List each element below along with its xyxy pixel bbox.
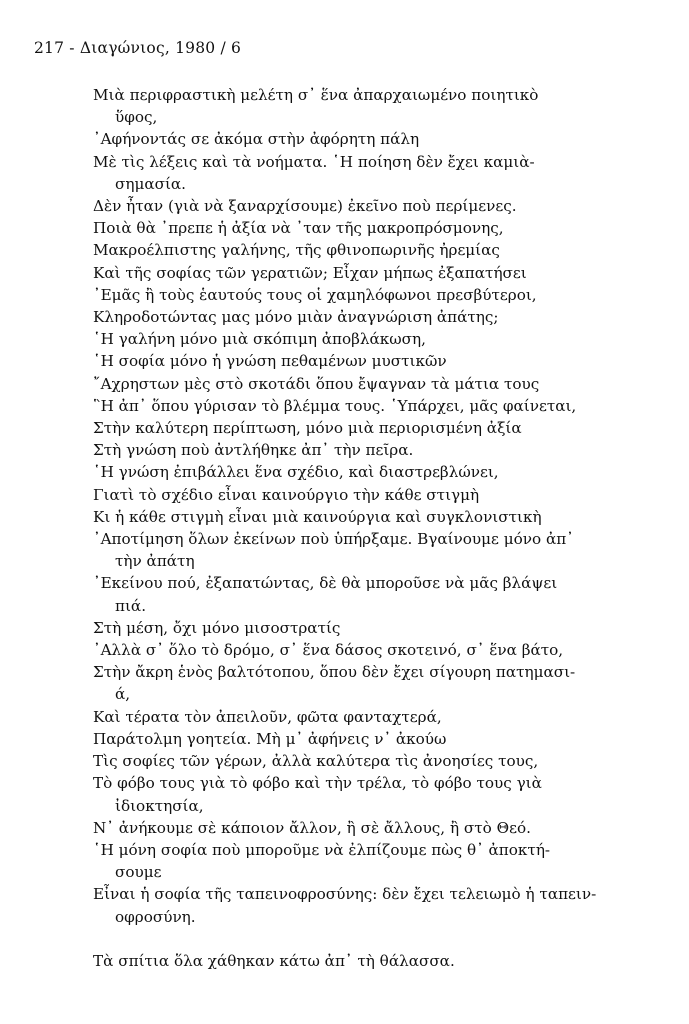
poem-line: ῎Αχρηστων μὲς στὸ σκοτάδι ὅπου ἔψαγναν τὰ μάτια τους [93,374,540,393]
poem-line: Στὴ γνώση ποὺ ἀντλήθηκε ἀπ᾽ τὴν πεῖρα. [93,441,414,460]
poem-line: Στὴ μέση, ὄχι μόνο μισοστρατίς [93,618,341,637]
poem-line: Καὶ τέρατα τὸν ἀπειλοῦν, φῶτα φανταχτερά, [93,707,442,726]
poem-line: Μιὰ περιφραστικὴ μελέτη σ᾽ ἕνα ἀπαρχαιωμένο ποιητικὸ [93,86,539,104]
poem-line: ᾽Εκείνου πού, ἐξαπατώντας, δὲ θὰ μποροῦσε νὰ μᾶς βλάψει [93,574,558,593]
poem-line: Μακροέλπιστης γαλήνης, τῆς φθινοπωρινῆς ἠρεμίας [93,241,500,260]
poem-line: ᾽Αλλὰ σ᾽ ὅλο τὸ δρόμο, σ᾽ ἕνα δάσος σκοτεινό, σ᾽ ἕνα βάτο, [93,641,564,660]
poem-line-continuation [93,906,653,928]
poem-line-continuation [93,861,653,883]
poem-body [93,84,653,972]
poem-line: Ν᾽ ἀνήκουμε σὲ κάποιον ἄλλον, ἢ σὲ ἄλλους, ἢ στὸ Θεό. [93,818,531,837]
running-header: 217 - Διαγώνιος, 1980 / 6 [34,39,242,57]
poem-line-part: σουμε [115,863,162,882]
poem-line-part: οφροσύνη. [115,907,196,926]
poem-line-part: ά, [115,685,131,704]
poem-line: Παράτολμη γοητεία. Μὴ μ᾽ ἀφήνεις ν᾽ ἀκούω [93,729,447,748]
poem-line: Κληροδοτώντας μας μόνο μιὰν ἀναγνώριση ἀπάτης; [93,308,499,327]
poem-line: ῾Η γαλήνη μόνο μιὰ σκόπιμη ἀποβλάκωση, [93,330,426,349]
poem-line-part: Μὲ τὶς λέξεις καὶ τὰ νοήματα. ῾Η ποίηση δὲν ἔχει καμιὰ- [93,152,535,171]
poem-line: Γιατὶ τὸ σχέδιο εἶναι καινούργιο τὴν κάθε στιγμὴ [93,485,480,504]
poem-line-continuation [93,173,653,195]
poem-line: Καὶ τῆς σοφίας τῶν γερατιῶν; Εἶχαν μήπως ἐξαπατήσει [93,263,527,282]
poem-line [93,839,653,861]
poem-line-part: Στὴν ἄκρη ἑνὸς βαλτότοπου, ὅπου δὲν ἔχει σίγουρη πατημασι- [93,663,576,682]
poem-line [93,883,653,905]
poem-line: Δὲν ἦταν (γιὰ νὰ ξαναρχίσουμε) ἐκεῖνο ποὺ περίμενες. [93,197,517,216]
poem-line-continuation: πιά. [115,596,147,615]
poem-line: Στὴν καλύτερη περίπτωση, μόνο μιὰ περιορισμένη ἀξία [93,419,522,438]
poem-line: ᾽Αφήνοντάς σε ἀκόμα στὴν ἀφόρητη πάλη [93,130,420,149]
poem-line-continuation [93,683,653,705]
poem-line-continuation: ἰδιοκτησία, [115,796,204,815]
poem-line: Τὸ φόβο τους γιὰ τὸ φόβο καὶ τὴν τρέλα, τὸ φόβο τους γιὰ [93,774,542,793]
poem-line: Ποιὰ θὰ ᾽πρεπε ἡ ἀξία νὰ ᾽ταν τῆς μακροπρόσμονης, [93,219,504,238]
poem-line: ῾Η γνώση ἐπιβάλλει ἕνα σχέδιο, καὶ διαστρεβλώνει, [93,463,499,482]
poem-line [93,151,653,173]
poem-line: ῝Η ἀπ᾽ ὅπου γύρισαν τὸ βλέμμα τους. ῾Υπάρχει, μᾶς φαίνεται, [93,396,577,415]
poem-line: ᾽Εμᾶς ἢ τοὺς ἑαυτούς τους οἱ χαμηλόφωνοι πρεσβύτεροι, [93,285,537,304]
poem-line-continuation: τὴν ἀπάτη [115,552,195,571]
poem-final-line: Τὰ σπίτια ὅλα χάθηκαν κάτω ἀπ᾽ τὴ θάλασσα. [93,951,455,970]
poem-line: ᾽Αποτίμηση ὅλων ἐκείνων ποὺ ὑπήρξαμε. Βγαίνουμε μόνο ἀπ᾽ [93,530,574,549]
poem-line-continuation: ὕφος, [115,108,158,127]
poem-line-part: ῾Η μόνη σοφία ποὺ μποροῦμε νὰ ἐλπίζουμε πὼς θ᾽ ἀποκτή- [93,840,551,859]
stanza-gap [93,928,653,950]
poem-line: ῾Η σοφία μόνο ἡ γνώση πεθαμένων μυστικῶν [93,352,447,371]
poem-line-part: σημασία. [115,174,186,193]
poem-line: Τὶς σοφίες τῶν γέρων, ἀλλὰ καλύτερα τὶς ἀνοησίες τους, [93,752,539,771]
poem-line [93,661,653,683]
poem-line: Κι ἡ κάθε στιγμὴ εἶναι μιὰ καινούργια καὶ συγκλονιστικὴ [93,507,542,526]
poem-line-part: Εἶναι ἡ σοφία τῆς ταπεινοφροσύνης: δὲν ἔχει τελειωμὸ ἡ ταπειν- [93,885,597,904]
